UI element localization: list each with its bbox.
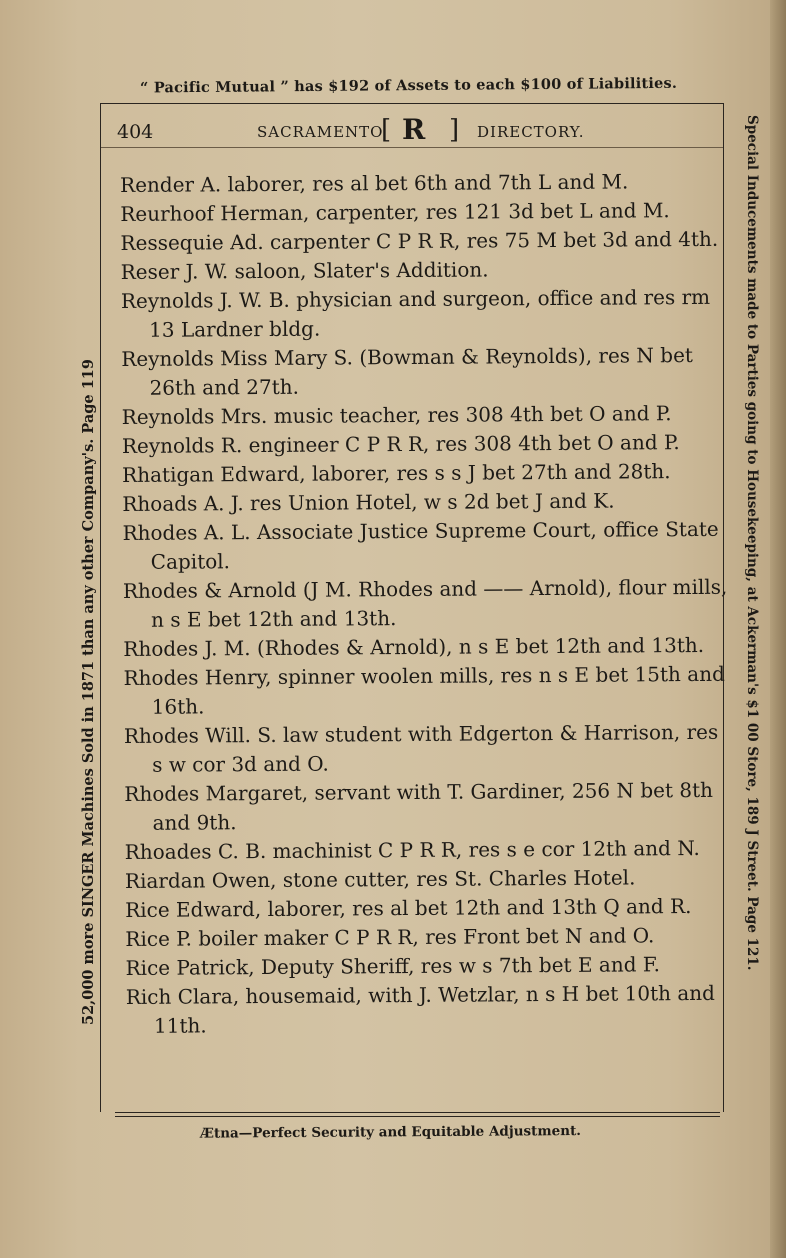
directory-entry: Render A. laborer, res al bet 6th and 7th L and M. <box>120 169 629 197</box>
running-header <box>117 113 717 147</box>
directory-entry: Riardan Owen, stone cutter, res St. Charles Hotel. <box>124 865 636 893</box>
directory-entry: Reurhoof Herman, carpenter, res 121 3d bet L and M. <box>120 198 670 226</box>
directory-entry: Rhodes A. L. Associate Justice Supreme Court, office State Capitol. <box>122 516 719 574</box>
directory-entry: Rhodes & Arnold (J M. Rhodes and —— Arnold), flour mills, n s E bet 12th and 13th. <box>122 574 728 632</box>
directory-entries <box>120 167 734 1041</box>
directory-entry: Rice P. boiler maker C P R R, res Front bet N and O. <box>125 923 655 951</box>
directory-entry: Rice Edward, laborer, res al bet 12th and 13th Q and R. <box>125 894 692 922</box>
bottom-advertisement: Ætna—Perfect Security and Equitable Adjustment. <box>199 1123 582 1142</box>
directory-entry: Reynolds R. engineer C P R R, res 308 4th bet O and P. <box>121 430 680 458</box>
bottom-rule-thin <box>115 1116 720 1117</box>
directory-entry: Rhodes Henry, spinner woolen mills, res n s E bet 15th and 16th. <box>123 661 725 719</box>
directory-entry: Ressequie Ad. carpenter C P R R, res 75 M bet 3d and 4th. <box>120 226 719 255</box>
directory-entry: Rich Clara, housemaid, with J. Wetzlar, n s H bet 10th and 11th. <box>125 980 715 1038</box>
section-letter: R <box>402 113 426 146</box>
left-advertisement: 52,000 more SINGER Machines Sold in 1871 than any other Company's. Page 119 <box>80 359 97 1025</box>
directory-entry: Reynolds Mrs. music teacher, res 308 4th bet O and P. <box>121 401 672 429</box>
page-number: 404 <box>117 121 154 143</box>
directory-entry: Reser J. W. saloon, Slater's Addition. <box>120 257 489 284</box>
header-rule <box>101 147 723 148</box>
right-advertisement: Special Inducements made to Parties going to Housekeeping, at Ackerman's $1 00 Store, 189 J Street. Page 121. <box>744 115 760 971</box>
bottom-rule <box>115 1112 720 1113</box>
directory-entry: Rhodes Margaret, servant with T. Gardiner, 256 N bet 8th and 9th. <box>124 777 714 835</box>
directory-entry: Rhodes Will. S. law student with Edgerton & Harrison, res s w cor 3d and O. <box>123 719 719 777</box>
header-directory: DIRECTORY. <box>477 123 585 141</box>
directory-entry: Rice Patrick, Deputy Sheriff, res w s 7th bet E and F. <box>125 952 661 980</box>
header-city: SACRAMENTO <box>257 123 384 141</box>
header-bracket-open: [ <box>381 115 392 145</box>
directory-entry: Reynolds Miss Mary S. (Bowman & Reynolds), res N bet 26th and 27th. <box>121 343 694 400</box>
directory-entry: Rhatigan Edward, laborer, res s s J bet 27th and 28th. <box>122 459 671 487</box>
page-edge <box>770 0 786 1258</box>
directory-entry: Rhodes J. M. (Rhodes & Arnold), n s E bet 12th and 13th. <box>123 632 705 661</box>
directory-entry: Rhoades C. B. machinist C P R R, res s e cor 12th and N. <box>124 835 700 864</box>
directory-entry: Rhoads A. J. res Union Hotel, w s 2d bet J and K. <box>122 488 615 516</box>
directory-entry: Reynolds J. W. B. physician and surgeon, office and res rm 13 Lardner bldg. <box>120 284 711 342</box>
top-advertisement: “ Pacific Mutual ” has $192 of Assets to each $100 of Liabilities. <box>139 74 678 97</box>
header-bracket-close: ] <box>449 115 460 145</box>
